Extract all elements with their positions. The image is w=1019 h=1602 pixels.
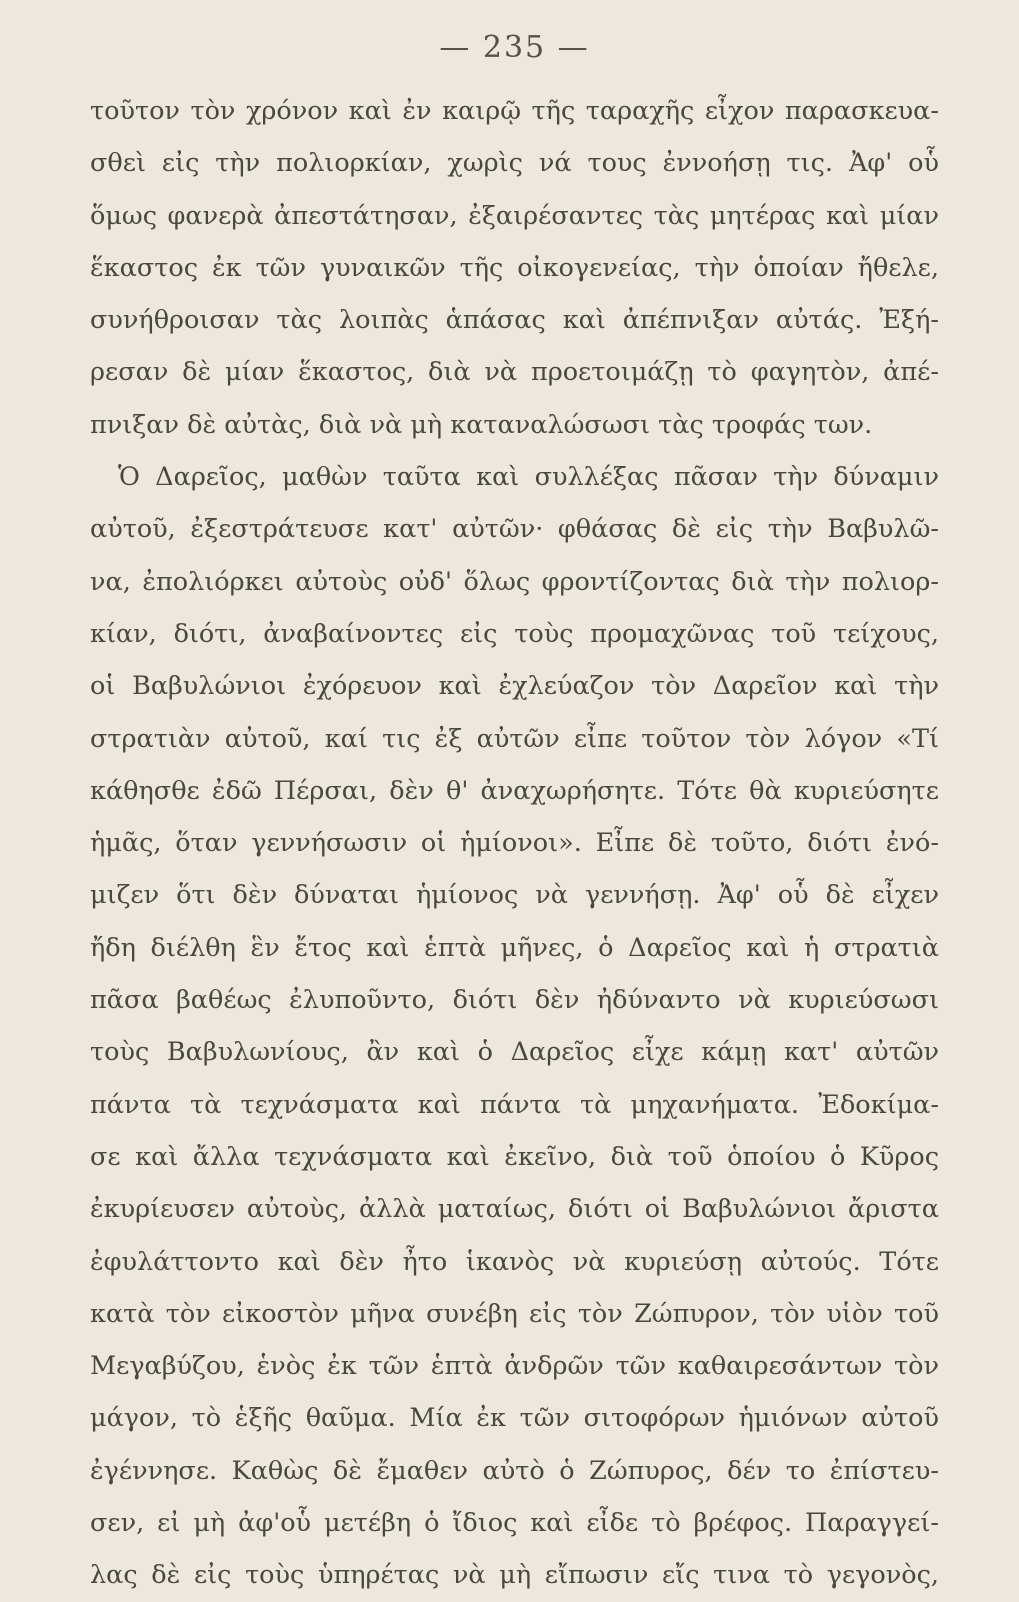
- text-line: ρεσαν δὲ μίαν ἕκαστος, διὰ νὰ προετοιμάζῃ τὸ φαγητὸν, ἀπέ-: [90, 357, 939, 388]
- text-line: οἱ Βαβυλώνιοι ἐχόρευον καὶ ἐχλεύαζον τὸν Δαρεῖον καὶ τὴν: [90, 671, 939, 702]
- text-line: ἐγέννησε. Καθὼς δὲ ἔμαθεν αὐτὸ ὁ Ζώπυρος, δέν το ἐπίστευ-: [90, 1455, 939, 1486]
- text-line: Ὁ Δαρεῖος, μαθὼν ταῦτα καὶ συλλέξας πᾶσαν τὴν δύναμιν: [118, 462, 939, 493]
- text-line: λας δὲ εἰς τοὺς ὑπηρέτας νὰ μὴ εἴπωσιν εἴς τινα τὸ γεγονὸς,: [90, 1560, 939, 1591]
- text-line: ἐκυρίευσεν αὐτοὺς, ἀλλὰ ματαίως, διότι οἱ Βαβυλώνιοι ἄριστα: [90, 1194, 939, 1225]
- page-number: — 235 —: [439, 30, 590, 65]
- text-line: τοῦτον τὸν χρόνον καὶ ἐν καιρῷ τῆς ταραχῆς εἶχον παρασκευα-: [90, 96, 939, 126]
- text-line: ὅμως φανερὰ ἀπεστάτησαν, ἐξαιρέσαντες τὰς μητέρας καὶ μίαν: [90, 200, 939, 231]
- body-text: [90, 85, 939, 1602]
- text-line: πᾶσα βαθέως ἐλυποῦντο, διότι δὲν ἠδύναντο νὰ κυριεύσωσι: [90, 985, 939, 1016]
- text-line: μάγον, τὸ ἑξῆς θαῦμα. Μία ἐκ τῶν σιτοφόρων ἡμιόνων αὐτοῦ: [90, 1403, 939, 1434]
- text-line: πάντα τὰ τεχνάσματα καὶ πάντα τὰ μηχανήματα. Ἐδοκίμα-: [90, 1089, 939, 1120]
- text-line: ἤδη διέλθη ἓν ἔτος καὶ ἑπτὰ μῆνες, ὁ Δαρεῖος καὶ ἡ στρατιὰ: [90, 932, 939, 963]
- text-line: στρατιὰν αὐτοῦ, καί τις ἐξ αὐτῶν εἶπε τοῦτον τὸν λόγον «Τί: [90, 723, 939, 754]
- text-line: σεν, εἰ μὴ ἀφ'οὗ μετέβη ὁ ἴδιος καὶ εἶδε τὸ βρέφος. Παραγγεί-: [90, 1508, 939, 1539]
- text-line: αὐτοῦ, ἐξεστράτευσε κατ' αὐτῶν· φθάσας δὲ εἰς τὴν Βαβυλῶ-: [90, 514, 939, 545]
- text-line: συνήθροισαν τὰς λοιπὰς ἁπάσας καὶ ἀπέπνιξαν αὐτάς. Ἐξή-: [90, 305, 939, 336]
- text-line: κίαν, διότι, ἀναβαίνοντες εἰς τοὺς προμαχῶνας τοῦ τείχους,: [90, 618, 939, 649]
- text-line: σθεὶ εἰς τὴν πολιορκίαν, χωρὶς νά τους ἐννοήσῃ τις. Ἀφ' οὗ: [90, 148, 939, 179]
- text-line: πνιξαν δὲ αὐτὰς, διὰ νὰ μὴ καταναλώσωσι τὰς τροφάς των.: [90, 409, 873, 440]
- text-line: Μεγαβύζου, ἑνὸς ἐκ τῶν ἑπτὰ ἀνδρῶν τῶν καθαιρεσάντων τὸν: [90, 1351, 939, 1382]
- text-line: μιζεν ὅτι δὲν δύναται ἡμίονος νὰ γεννήσῃ. Ἀφ' οὗ δὲ εἶχεν: [90, 880, 939, 911]
- text-line: κατὰ τὸν εἰκοστὸν μῆνα συνέβη εἰς τὸν Ζώπυρον, τὸν υἱὸν τοῦ: [90, 1298, 939, 1329]
- text-line: κάθησθε ἐδῶ Πέρσαι, δὲν θ' ἀναχωρήσητε. Τότε θὰ κυριεύσητε: [90, 775, 939, 806]
- text-line: τοὺς Βαβυλωνίους, ἂν καὶ ὁ Δαρεῖος εἶχε κάμῃ κατ' αὐτῶν: [90, 1037, 939, 1068]
- text-line: ἕκαστος ἐκ τῶν γυναικῶν τῆς οἰκογενείας, τὴν ὁποίαν ἤθελε,: [90, 252, 939, 283]
- text-line: ἡμᾶς, ὅταν γεννήσωσιν οἱ ἡμίονοι». Εἶπε δὲ τοῦτο, διότι ἐνό-: [90, 828, 939, 859]
- text-line: σε καὶ ἄλλα τεχνάσματα καὶ ἐκεῖνο, διὰ τοῦ ὁποίου ὁ Κῦρος: [90, 1141, 939, 1172]
- text-line: ἐφυλάττοντο καὶ δὲν ἦτο ἱκανὸς νὰ κυριεύσῃ αὐτούς. Τότε: [90, 1246, 939, 1277]
- text-line: να, ἐπολιόρκει αὐτοὺς οὐδ' ὅλως φροντίζοντας διὰ τὴν πολιορ-: [90, 566, 939, 597]
